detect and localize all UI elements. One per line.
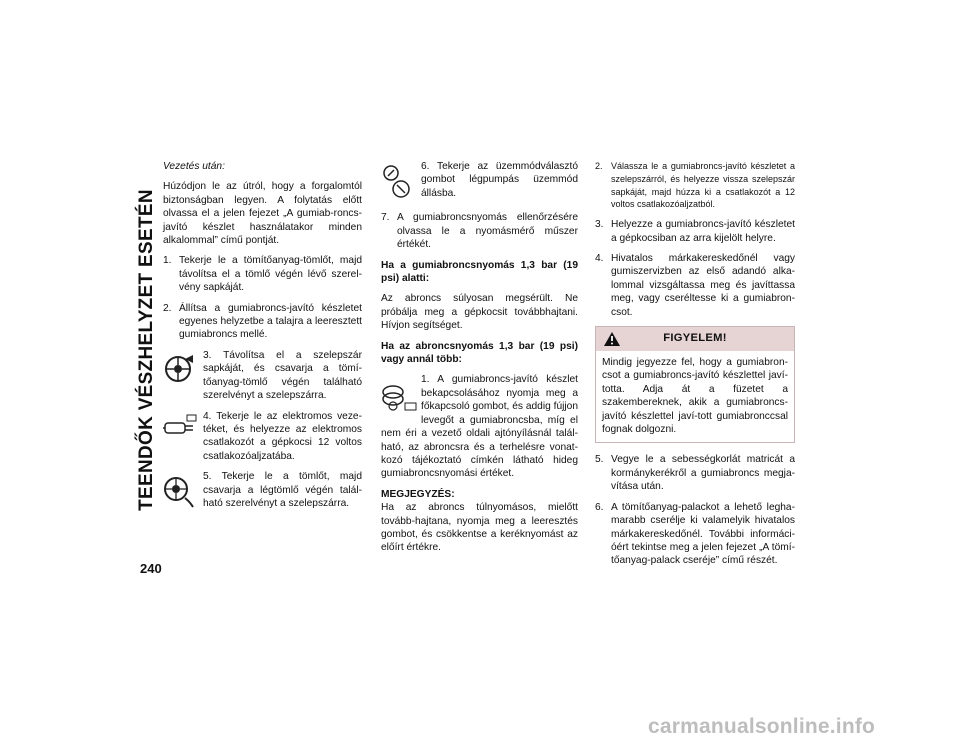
icon-step-5: 5. Tekerje le a tömlőt, majd csavarja a légtömlő végén talál-ható szerelvényt a szelepszárra. [163,470,362,512]
warning-title: FIGYELEM! [663,332,727,345]
warning-box [595,326,795,443]
page-number: 240 [140,561,162,576]
section-side-title [136,160,158,540]
list-item: 7. A gumiabroncsnyomás ellenőrzésére olvassa le a nyomásmérő műszer értékét. [381,212,578,251]
low-pressure-heading: Ha a gumiabroncsnyomás 1,3 bar (19 psi) alatti: [381,259,578,285]
note-title: MEGJEGYZÉS: [381,488,455,500]
hose-valve-icon [163,470,203,512]
column-2 [381,160,578,562]
intro-paragraph: Húzódjon le az útról, hogy a forgalomtól biztonságban legyen. A folytatás előtt olvassa el a jelen fejezet „A gumiab-roncs-javító készlet használatakor minden alkalommal” című pontját. [163,181,362,247]
compressor-button-icon [381,373,421,423]
power-plug-icon [163,410,203,464]
icon-step-3: 3. Távolítsa el a szelepszár sapkáját, és csavarja a tömí-tőanyag-tömlő végén található szerelvényt a szelepszárra. [163,349,362,403]
icon-step-6: 6. Tekerje az üzemmódválasztó gombot légpumpás üzemmód állásba. [381,160,578,204]
list-item: 2. Válassza le a gumiabroncs-javító készletet a szelepszárról, és helyezze vissza szelepszár sapkáját, majd húzza ki a csatlakozót a 12 voltos csatlakozóaljzatból. [595,161,795,210]
mode-selector-icon [381,160,421,204]
low-pressure-text: Az abroncs súlyosan megsérült. Ne próbálja meg a gépkocsit továbbhajtani. Hívjon segítséget. [381,293,578,332]
column-1 [163,160,362,520]
icon-step-4: 4. Tekerje le az elektromos veze-téket, és helyezze az elektromos csatlakozót a gépkocsi 12 voltos csatlakozóaljzatába. [163,410,362,464]
icon-step-1: 1. A gumiabroncs-javító készlet bekapcsolásához nyomja meg a főkapcsoló gombot, és addig fújjon levegőt a gumiabroncsba, míg el nem éri a vezető oldali ajtónyílásnál talál-ható, az abroncsra és a terhelésre vonat-kozó tájékoztató címkén látható hideg gumiabroncsnyomási értéket. [381,374,578,480]
note-text: Ha az abroncs túlnyomásos, mielőtt tovább-hajtana, nyomja meg a leeresztés gombot, és csökkentse a keréknyomást az előírt értékre. [381,502,578,554]
list-item: 6. A tömítőanyag-palackot a lehető legha-marabb cserélje ki valamelyik hivatalos márkakereskedőnél. További informáci-óért tekintse meg a jelen fejezet „A tömí-tőanyag-palack cseréje” című részét. [595,501,795,567]
section-side-title-text: TEENDŐK VÉSZHELYZET ESETÉN [136,189,157,511]
warning-text: Mindig jegyezze fel, hogy a gumiabron-csot a gumiabroncs-javító készlettel javí-totta. Adja át a füzetet a szakembereknek, akik a gumiabroncs-javító készlettel javí-tott gumiabronccsal fognak dolgozni. [602,357,788,436]
list-item: 2. Állítsa a gumiabroncs-javító készletet egyenes helyzetbe a talajra a leeresztett gumiabroncs mellé. [163,302,362,341]
warning-header [596,327,794,351]
after-driving-heading: Vezetés után: [163,161,225,172]
list-item: 5. Vegye le a sebességkorlát matricát a kormánykerékről a gumiabroncs megja-vítása után. [595,454,795,493]
high-pressure-heading: Ha az abroncsnyomás 1,3 bar (19 psi) vagy annál több: [381,340,578,366]
list-item: 1. Tekerje le a tömítőanyag-tömlőt, majd távolítsa el a tömlő végén lévő szerel-vény sapkáját. [163,255,362,294]
warning-triangle-icon [603,331,621,351]
cap-removal-icon [163,349,203,403]
list-item: 4. Hivatalos márkakereskedőnél vagy gumiszervizben az első adandó alka-lommal vizsgáltassa meg és javíttassa meg, vagy cseréltesse ki a gumiabron-csot. [595,253,795,318]
watermark: carmanualsonline.info [648,715,876,738]
list-item: 3. Helyezze a gumiabroncs-javító készletet a gépkocsiban az arra kijelölt helyre. [595,219,795,244]
column-3 [595,160,795,575]
